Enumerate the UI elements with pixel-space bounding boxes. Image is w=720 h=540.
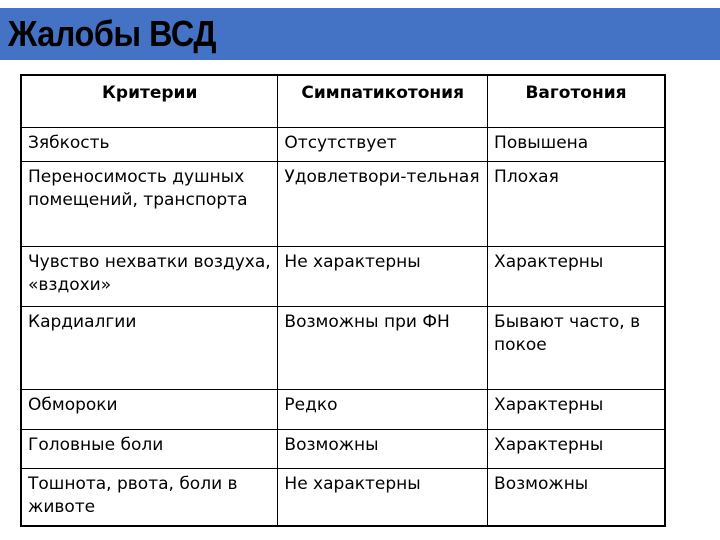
cell: Возможны при ФН [278,306,488,389]
cell: Плохая [488,161,665,246]
table-row [21,429,665,468]
cell: Характерны [488,389,665,429]
cell: Удовлетвори-тельная [278,161,488,246]
cell: Обмороки [21,389,278,429]
cell: Бывают часто, в покое [488,306,665,389]
cell: Не характерны [278,468,488,526]
header-criteria: Критерии [21,75,278,127]
header-sympathicotonia: Симпатикотония [278,75,488,127]
table-row [21,389,665,429]
comparison-table [20,74,666,527]
cell: Характерны [488,246,665,306]
table-row [21,468,665,526]
cell: Редко [278,389,488,429]
cell: Повышена [488,127,665,161]
cell: Головные боли [21,429,278,468]
header-vagotonia: Ваготония [488,75,665,127]
cell: Отсутствует [278,127,488,161]
cell: Тошнота, рвота, боли в животе [21,468,278,526]
cell: Возможны [488,468,665,526]
cell: Не характерны [278,246,488,306]
table-row [21,246,665,306]
cell: Характерны [488,429,665,468]
cell: Зябкость [21,127,278,161]
table-row [21,127,665,161]
cell: Переносимость душных помещений, транспорта [21,161,278,246]
cell: Чувство нехватки воздуха, «вздохи» [21,246,278,306]
header-row [21,75,665,127]
table-row [21,161,665,246]
slide-title: Жалобы ВСД [8,13,217,54]
cell: Возможны [278,429,488,468]
cell: Кардиалгии [21,306,278,389]
table-row [21,306,665,389]
